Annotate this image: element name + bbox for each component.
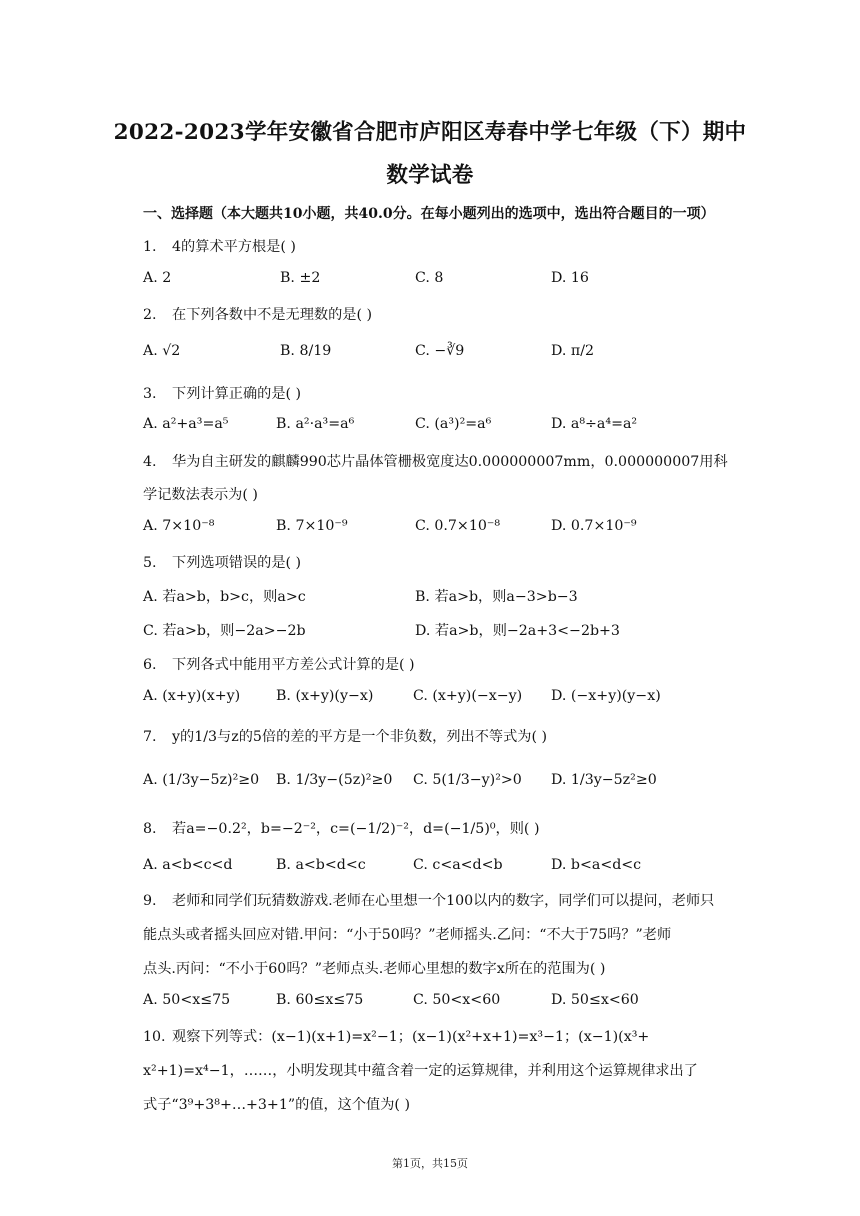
page-subtitle: 数学试卷 bbox=[386, 163, 474, 188]
q8-option-b: B. a<b<d<c bbox=[276, 857, 366, 873]
q3-option-a: A. a²+a³=a⁵ bbox=[143, 416, 229, 432]
question-5: 5. 下列选项错误的是( ) bbox=[143, 555, 302, 571]
q4-option-c: C. 0.7×10⁻⁸ bbox=[415, 518, 501, 534]
q9-option-c: C. 50<x<60 bbox=[413, 992, 501, 1008]
q3-option-d: D. a⁸÷a⁴=a² bbox=[551, 416, 638, 432]
question-8: 8. 若a=−0.2²，b=−2⁻²，c=(−1/2)⁻²，d=(−1/5)⁰，则( ) bbox=[143, 821, 540, 837]
question-2: 2. 在下列各数中不是无理数的是( ) bbox=[143, 307, 373, 323]
question-6: 6. 下列各式中能用平方差公式计算的是( ) bbox=[143, 657, 415, 673]
q8-option-a: A. a<b<c<d bbox=[143, 857, 233, 873]
question-9-line2: 能点头或者摇头回应对错.甲问：“小于50吗？”老师摇头.乙问：“不大于75吗？”老师 bbox=[143, 927, 672, 943]
question-3: 3. 下列计算正确的是( ) bbox=[143, 386, 302, 402]
q9-option-a: A. 50<x≤75 bbox=[143, 992, 231, 1008]
q5-option-a: A. 若a>b，b>c，则a>c bbox=[143, 589, 306, 605]
page-title: 2022-2023学年安徽省合肥市庐阳区寿春中学七年级（下）期中 bbox=[113, 120, 747, 145]
q1-option-d: D. 16 bbox=[551, 270, 589, 286]
q6-option-c: C. (x+y)(−x−y) bbox=[413, 688, 523, 704]
q3-option-c: C. (a³)²=a⁶ bbox=[415, 416, 492, 432]
q4-option-a: A. 7×10⁻⁸ bbox=[143, 518, 215, 534]
q3-option-b: B. a²·a³=a⁶ bbox=[276, 416, 355, 432]
page-footer: 第1页，共15页 bbox=[392, 1157, 468, 1170]
q7-option-a: A. (1/3y−5z)²≥0 bbox=[143, 772, 260, 788]
q6-option-b: B. (x+y)(y−x) bbox=[276, 688, 374, 704]
q5-option-b: B. 若a>b，则a−3>b−3 bbox=[415, 589, 578, 605]
question-10-line2: x²+1)=x⁴−1，……，小明发现其中蕴含着一定的运算规律，并利用这个运算规律求出了 bbox=[143, 1063, 698, 1079]
q9-option-b: B. 60≤x≤75 bbox=[276, 992, 364, 1008]
q5-option-d: D. 若a>b，则−2a+3<−2b+3 bbox=[415, 623, 620, 639]
q7-option-c: C. 5(1/3−y)²>0 bbox=[413, 772, 522, 788]
q7-option-d: D. 1/3y−5z²≥0 bbox=[551, 772, 657, 788]
q6-option-a: A. (x+y)(x+y) bbox=[143, 688, 241, 704]
question-9: 9. 老师和同学们玩猜数游戏.老师在心里想一个100以内的数字，同学们可以提问，老师只 bbox=[143, 893, 715, 909]
q1-option-a: A. 2 bbox=[143, 270, 172, 286]
q9-option-d: D. 50≤x<60 bbox=[551, 992, 639, 1008]
q4-option-b: B. 7×10⁻⁹ bbox=[276, 518, 348, 534]
q8-option-c: C. c<a<d<b bbox=[413, 857, 503, 873]
question-10: 10. 观察下列等式：(x−1)(x+1)=x²−1；(x−1)(x²+x+1)=x³−1；(x−1)(x³+ bbox=[143, 1029, 650, 1045]
question-9-line3: 点头.丙问：“不小于60吗？”老师点头.老师心里想的数字x所在的范围为( ) bbox=[143, 961, 606, 977]
q5-option-c: C. 若a>b，则−2a>−2b bbox=[143, 623, 306, 639]
section-heading: 一、选择题（本大题共10小题，共40.0分。在每小题列出的选项中，选出符合题目的一项） bbox=[143, 206, 715, 222]
q2-option-d: D. π/2 bbox=[551, 343, 595, 359]
question-4-line2: 学记数法表示为( ) bbox=[143, 487, 258, 503]
question-4: 4. 华为自主研发的麒麟990芯片晶体管栅极宽度达0.000000007mm，0.000000007用科 bbox=[143, 454, 728, 470]
question-7: 7. y的1/3与z的5倍的差的平方是一个非负数，列出不等式为( ) bbox=[143, 729, 548, 745]
q8-option-d: D. b<a<d<c bbox=[551, 857, 642, 873]
q7-option-b: B. 1/3y−(5z)²≥0 bbox=[276, 772, 393, 788]
q2-option-c: C. −∛9 bbox=[415, 343, 465, 359]
q4-option-d: D. 0.7×10⁻⁹ bbox=[551, 518, 637, 534]
q2-option-a: A. √2 bbox=[143, 343, 181, 359]
q1-option-b: B. ±2 bbox=[280, 270, 321, 286]
q2-option-b: B. 8/19 bbox=[280, 343, 332, 359]
q6-option-d: D. (−x+y)(y−x) bbox=[551, 688, 661, 704]
question-10-line3: 式子“3⁹+3⁸+…+3+1”的值，这个值为( ) bbox=[143, 1097, 410, 1113]
question-1: 1. 4的算术平方根是( ) bbox=[143, 239, 296, 255]
q1-option-c: C. 8 bbox=[415, 270, 444, 286]
